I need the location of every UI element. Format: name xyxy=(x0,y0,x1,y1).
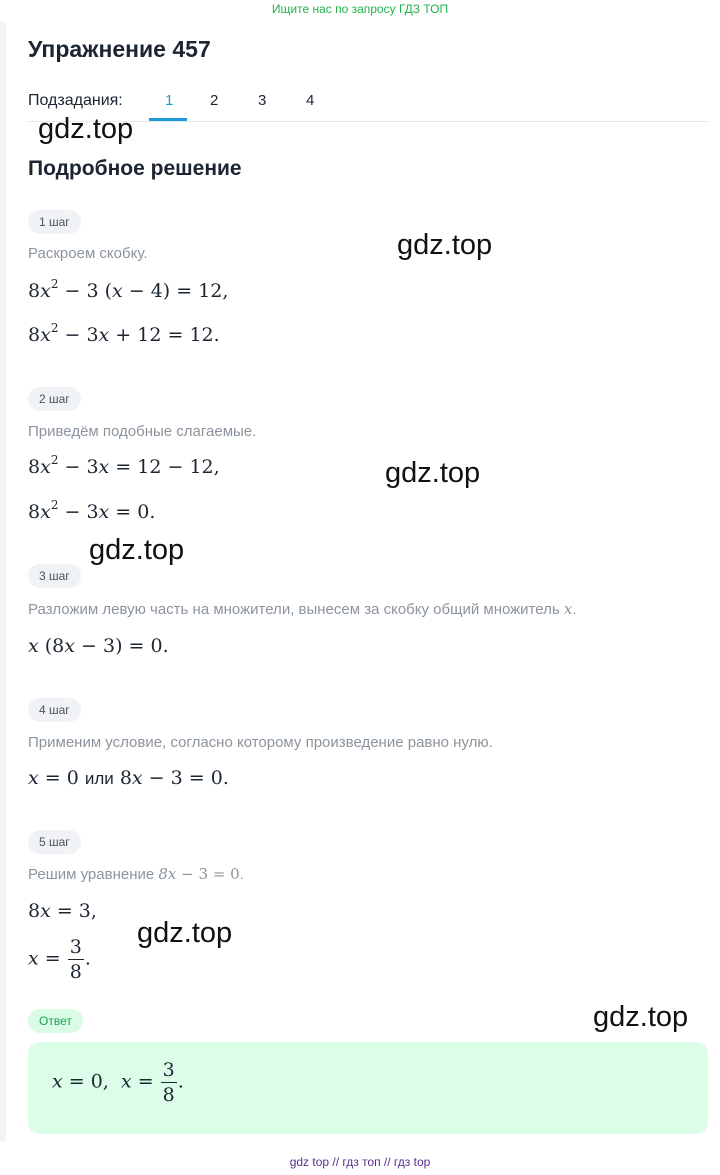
top-notice: Ищите нас по запросу ГДЗ ТОП xyxy=(271,2,449,16)
fraction-3-8: $\frac{3}{8}$ xyxy=(69,936,82,983)
step-3-text-row: Разложим левую часть на множители, вынесем за скобку общий множитель x. xyxy=(28,600,577,618)
watermark: gdz.top xyxy=(38,113,134,145)
page-title: Упражнение 457 xyxy=(28,36,211,62)
step-1-equation-1: $8x^2 - 3$ (x − 4) = 12, xyxy=(28,277,229,302)
subtask-tab-4[interactable]: 4 xyxy=(306,92,315,109)
step-5-equation-1: 8x = 3, xyxy=(28,900,97,922)
step-3-equation: x (8x − 3) = 0. xyxy=(28,635,169,657)
subtask-tab-1[interactable]: 1 xyxy=(165,92,174,109)
answer-equation: x = 0, x = $\frac{3}{8}$ . xyxy=(52,1059,184,1106)
step-5-badge: 5 шаг xyxy=(28,830,81,854)
left-sidebar-strip xyxy=(0,22,6,1142)
step-4-equation: x = 0 или 8x − 3 = 0. xyxy=(28,767,229,789)
step-2-text: Приведём подобные слагаемые. xyxy=(28,423,257,440)
watermark: gdz.top xyxy=(593,1001,689,1033)
watermark: gdz.top xyxy=(397,229,493,261)
step-3-variable: x xyxy=(563,600,573,618)
or-word: или xyxy=(84,769,114,788)
step-2-equation-2: $8x^2 - 3x = 0$. xyxy=(28,498,156,523)
step-5-text-row: Решим уравнение 8x − 3 = 0. xyxy=(28,865,244,883)
step-4-text: Применим условие, согласно которому произведение равно нулю. xyxy=(28,734,493,751)
step-3-badge: 3 шаг xyxy=(28,564,81,588)
step-4-badge: 4 шаг xyxy=(28,698,81,722)
step-3-text: Разложим левую часть на множители, вынесем за скобку общий множитель xyxy=(28,601,560,618)
step-2-badge: 2 шаг xyxy=(28,387,81,411)
watermark: gdz.top xyxy=(137,917,233,949)
answer-badge: Ответ xyxy=(28,1009,83,1033)
step-5-equation-2: x = $\frac{3}{8}$ . xyxy=(28,936,91,983)
answer-fraction: $\frac{3}{8}$ xyxy=(162,1059,175,1106)
subtasks-label: Подзадания: xyxy=(28,92,123,109)
step-1-equation-2: $8x^2 - 3x + 12 = 12$. xyxy=(28,321,220,346)
subtask-tab-2[interactable]: 2 xyxy=(210,92,219,109)
step-5-text: Решим уравнение xyxy=(28,866,155,883)
step-5-inline-equation: 8x − 3 = 0 xyxy=(158,865,240,883)
watermark: gdz.top xyxy=(385,457,481,489)
step-1-text: Раскроем скобку. xyxy=(28,245,148,262)
footer-links[interactable]: gdz top // гдз топ // гдз top xyxy=(289,1155,431,1169)
step-2-equation-1: $8x^2 - 3x = 12 - 12$, xyxy=(28,453,220,478)
answer-box xyxy=(28,1042,708,1134)
active-tab-indicator xyxy=(149,118,187,121)
subtask-tab-3[interactable]: 3 xyxy=(258,92,267,109)
watermark: gdz.top xyxy=(89,534,185,566)
solution-heading: Подробное решение xyxy=(28,157,242,180)
step-1-badge: 1 шаг xyxy=(28,210,81,234)
